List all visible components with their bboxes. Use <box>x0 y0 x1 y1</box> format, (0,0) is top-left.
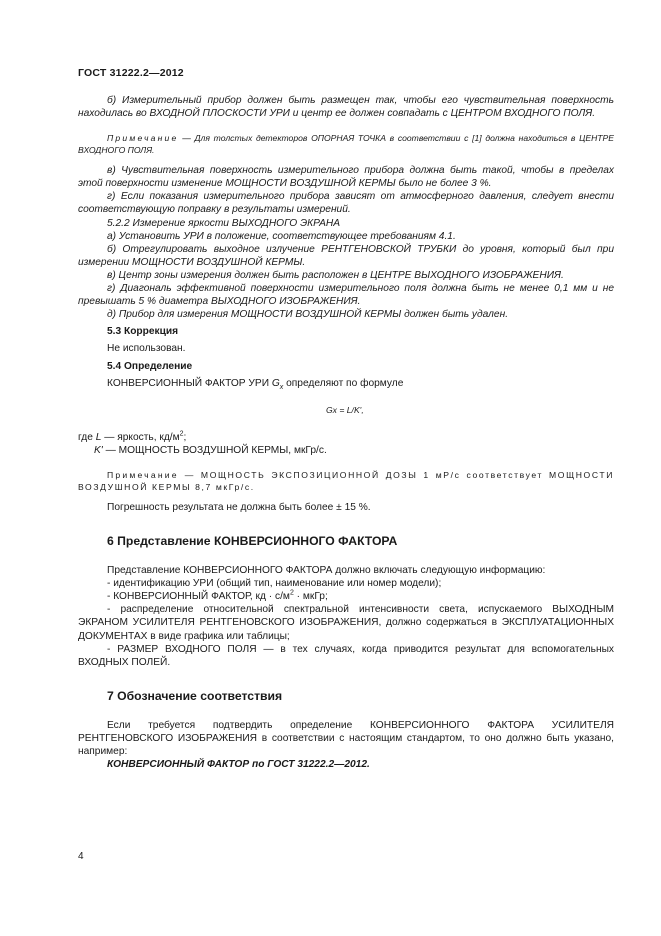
section-6-title: 6 Представление КОНВЕРСИОННОГО ФАКТОРА <box>107 534 398 549</box>
section-6-item-4: - РАЗМЕР ВХОДНОГО ПОЛЯ — в тех случаях, когда приводится результат для вспомогательных ВХОДНЫХ ПОЛЕЙ. <box>78 643 614 668</box>
subsection-5-2-2-v: в) Центр зоны измерения должен быть расположен в ЦЕНТРЕ ВЫХОДНОГО ИЗОБРАЖЕНИЯ. <box>107 269 564 281</box>
section-7-title: 7 Обозначение соответствия <box>107 688 283 703</box>
subsection-5-2-2-d: д) Прибор для измерения МОЩНОСТИ ВОЗДУШНОЙ КЕРМЫ должен быть удален. <box>107 309 509 321</box>
paragraph-v: в) Чувствительная поверхность измерительного прибора должна быть такой, чтобы в пределах этой поверхности изменение МОЩНОСТИ ВОЗДУШНОЙ КЕРМЫ было не более 3 %. <box>78 165 614 190</box>
subsection-5-2-2-title: 5.2.2 Измерение яркости ВЫХОДНОГО ЭКРАНА <box>107 217 341 229</box>
paragraph-g: г) Если показания измерительного прибора зависят от атмосферного давления, следует внести соответствующую поправку в результаты измерений. <box>78 191 614 216</box>
where-K: K' — МОЩНОСТЬ ВОЗДУШНОЙ КЕРМЫ, мкГр/с. <box>94 444 327 456</box>
subsection-5-4-text: КОНВЕРСИОННЫЙ ФАКТОР УРИ $G_x$ определяют по формуле <box>107 377 404 391</box>
note-1-text: — Для толстых детекторов ОПОРНАЯ ТОЧКА в соответствии с [1] должна находиться в ЦЕНТРЕ ВХОДНОГО ПОЛЯ. <box>78 133 614 156</box>
error-text: Погрешность результата не должна быть более ± 15 %. <box>107 501 371 513</box>
subsection-5-2-2-a: а) Установить УРИ в положение, соответствующее требованиям 4.1. <box>107 230 456 242</box>
section-6-intro: Представление КОНВЕРСИОННОГО ФАКТОРА должно включать следующую информацию: <box>107 565 546 577</box>
section-7-example: КОНВЕРСИОННЫЙ ФАКТОР по ГОСТ 31222.2—2012. <box>107 759 370 771</box>
section-6-item-3: - распределение относительной спектральной интенсивности света, испускаемого ВЫХОДНЫМ ЭКРАНОМ УСИЛИТЕЛЯ РЕНТГЕНОВСКОГО ИЗОБРАЖЕНИЯ, должно содержаться в ЭКСПЛУАТАЦИОННЫХ ДОКУМЕНТАХ в виде графика или таблицы; <box>78 604 614 642</box>
subsection-5-3-text: Не использован. <box>107 343 186 355</box>
note-2 <box>78 469 614 493</box>
where-L: где L — яркость, $кд/м^2$; <box>78 430 187 443</box>
section-6-item-1: - идентификацию УРИ (общий тип, наименование или номер модели); <box>107 578 442 590</box>
note-2-text: — МОЩНОСТЬ ЭКСПОЗИЦИОННОЙ ДОЗЫ 1 мР/с соответствует МОЩНОСТИ ВОЗДУШНОЙ КЕРМЫ 8,7 мкГр/с. <box>78 469 614 492</box>
subsection-5-2-2-b: б) Отрегулировать выходное излучение РЕНТГЕНОВСКОЙ ТРУБКИ до уровня, который был при измерении МОЩНОСТИ ВОЗДУШНОЙ КЕРМЫ. <box>78 243 614 268</box>
note-1 <box>78 132 614 156</box>
note-2-label: Примечание <box>107 469 179 480</box>
section-6-item-2: - КОНВЕРСИОННЫЙ ФАКТОР, кд · $с/м^2$ · мкГр; <box>107 589 328 603</box>
document-body <box>78 94 614 771</box>
section-7-text: Если требуется подтвердить определение КОНВЕРСИОННОГО ФАКТОРА УСИЛИТЕЛЯ РЕНТГЕНОВСКОГО ИЗОБРАЖЕНИЯ в соответствии с настоящим стандартом, то оно должно быть указано, например: <box>78 719 614 757</box>
subsection-5-2-2-g: г) Диагональ эффективной поверхности измерительного поля должна быть не менее 0,1 мм и не превышать 5 % диаметра ВЫХОДНОГО ИЗОБРАЖЕНИЯ. <box>78 283 614 308</box>
formula: Gx = L/K', <box>326 404 364 415</box>
subsection-5-4-title: 5.4 Определение <box>107 360 193 372</box>
subsection-5-3-title: 5.3 Коррекция <box>107 326 179 338</box>
page-number: 4 <box>78 851 84 862</box>
note-1-label: Примечание <box>107 133 179 144</box>
document-header: ГОСТ 31222.2—2012 <box>78 67 184 79</box>
paragraph-b: б) Измерительный прибор должен быть размещен так, чтобы его чувствительная поверхность находилась во ВХОДНОЙ ПЛОСКОСТИ УРИ и центр ее должен совпадать с ЦЕНТРОМ ВХОДНОГО ПОЛЯ. <box>78 95 614 120</box>
